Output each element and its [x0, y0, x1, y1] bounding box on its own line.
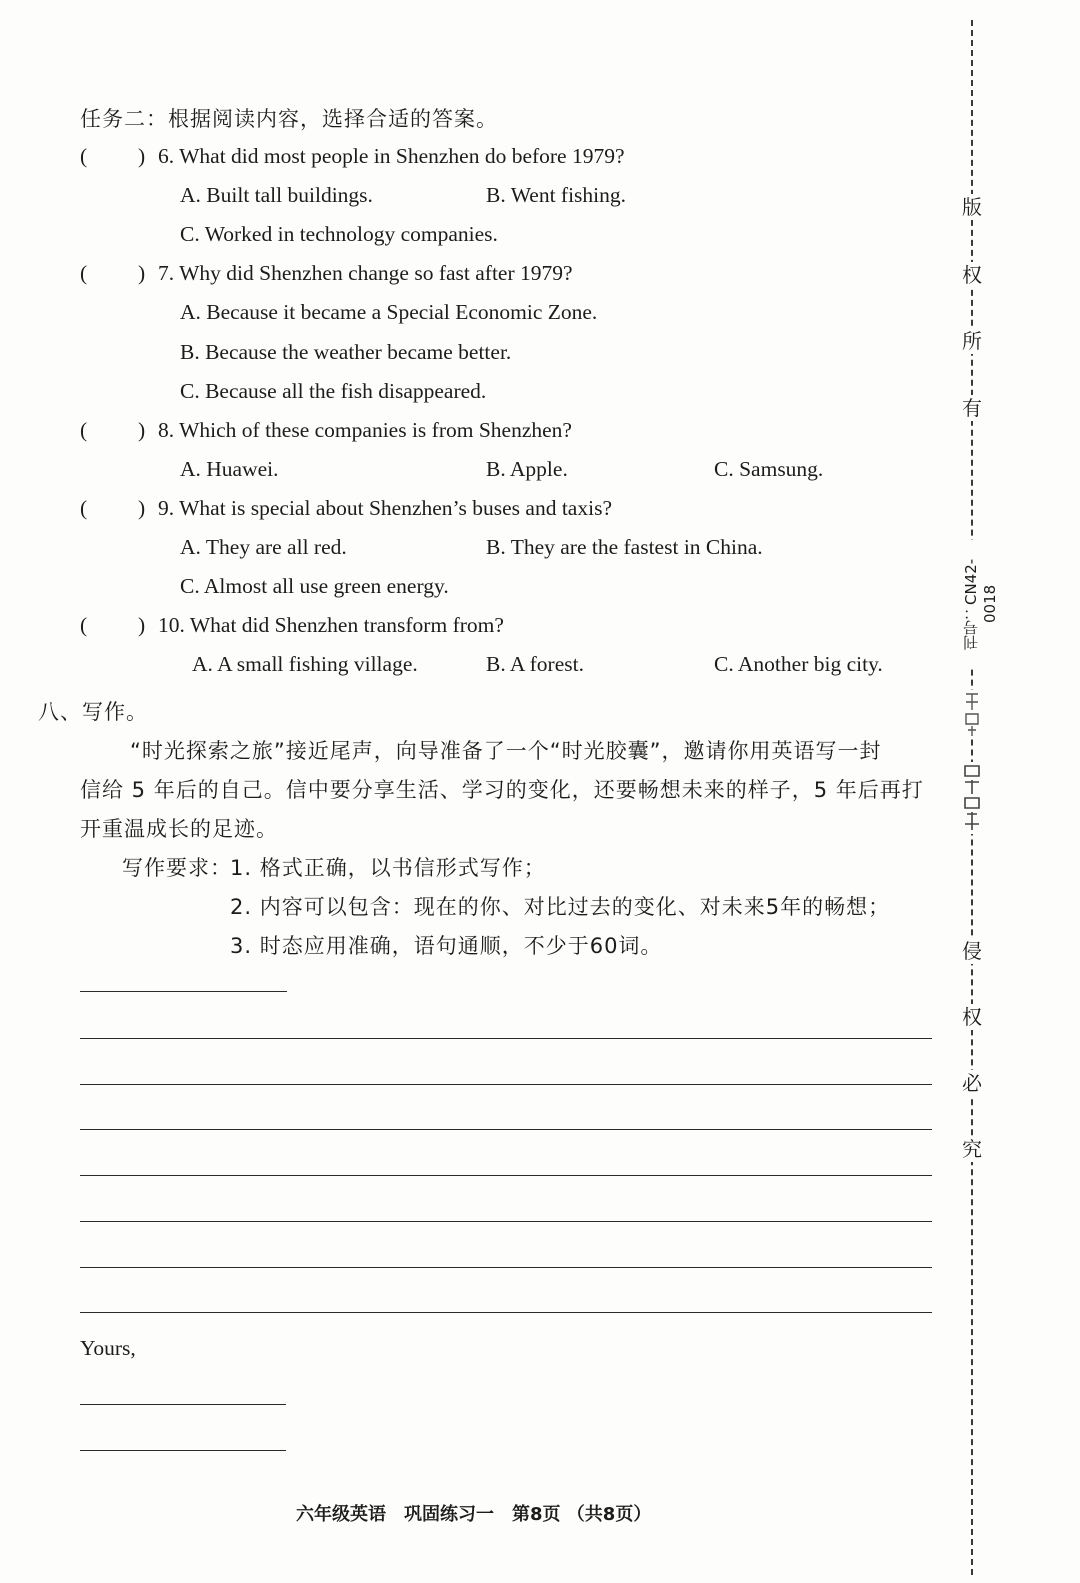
salutation-line[interactable] [80, 991, 287, 992]
question-9-option-b: B. They are the fastest in China. [486, 535, 763, 559]
question-10-option-a: A. A small fishing village. [192, 652, 418, 676]
page-footer: 六年级英语 巩固练习一 第8页 （共8页） [296, 1504, 652, 1525]
writing-prompt-line-2: 信给 5 年后的自己。信中要分享生活、学习的变化，还要畅想未来的样子，5 年后再打 [80, 778, 924, 802]
requirements-label: 写作要求： [122, 856, 232, 880]
question-10-stem: 10. What did Shenzhen transform from? [158, 613, 504, 637]
date-line[interactable] [80, 1450, 286, 1451]
margin-char-3: 所 [962, 329, 982, 353]
writing-prompt-line-3: 开重温成长的足迹。 [80, 817, 278, 841]
answer-paren-open: ( [80, 144, 88, 168]
margin-char-4: 有 [962, 396, 982, 420]
margin-stamp-mark [962, 690, 982, 738]
question-8-stem: 8. Which of these companies is from Shenzhen? [158, 418, 572, 442]
question-8-option-a: A. Huawei. [180, 457, 279, 481]
signature-line[interactable] [80, 1404, 286, 1405]
answer-paren-close: ) [138, 496, 146, 520]
question-6-option-a: A. Built tall buildings. [180, 183, 373, 207]
answer-paren-close: ) [138, 261, 146, 285]
closing-yours: Yours, [80, 1336, 136, 1360]
writing-line[interactable] [80, 1038, 932, 1039]
answer-paren-close: ) [138, 144, 146, 168]
margin-char-2: 权 [962, 263, 982, 287]
question-9-stem: 9. What is special about Shenzhen’s buses and taxis? [158, 496, 612, 520]
question-6-option-b: B. Went fishing. [486, 183, 627, 207]
task2-heading: 任务二：根据阅读内容，选择合适的答案。 [80, 107, 498, 131]
question-7-stem: 7. Why did Shenzhen change so fast after 1979? [158, 261, 573, 285]
writing-line[interactable] [80, 1129, 932, 1130]
question-10-option-b: B. A forest. [486, 652, 584, 676]
question-9-option-c: C. Almost all use green energy. [180, 574, 449, 598]
question-8-option-b: B. Apple. [486, 457, 568, 481]
answer-paren-open: ( [80, 496, 88, 520]
writing-line[interactable] [80, 1175, 932, 1176]
question-7-option-a: A. Because it became a Special Economic Zone. [180, 300, 598, 324]
answer-paren-close: ) [138, 418, 146, 442]
question-8-option-c: C. Samsung. [714, 457, 824, 481]
margin-stamp-mark [962, 762, 982, 834]
answer-paren-close: ) [138, 613, 146, 637]
question-6-option-c: C. Worked in technology companies. [180, 222, 498, 246]
writing-heading: 八、写作。 [38, 700, 148, 724]
question-10-option-c: C. Another big city. [714, 652, 883, 676]
requirement-3: 3. 时态应用准确，语句通顺，不少于60词。 [230, 934, 663, 958]
answer-paren-open: ( [80, 418, 88, 442]
question-6-stem: 6. What did most people in Shenzhen do before 1979? [158, 144, 625, 168]
writing-line[interactable] [80, 1312, 932, 1313]
requirement-1: 1. 格式正确，以书信形式写作； [230, 856, 546, 880]
answer-paren-open: ( [80, 261, 88, 285]
question-7-option-c: C. Because all the fish disappeared. [180, 379, 487, 403]
margin-char-5: 侵 [962, 939, 982, 963]
requirement-2: 2. 内容可以包含：现在的你、对比过去的变化、对未来5年的畅想； [230, 895, 891, 919]
writing-prompt-line-1: “时光探索之旅”接近尾声，向导准备了一个“时光胶囊”，邀请你用英语写一封 [130, 739, 882, 763]
margin-char-6: 权 [962, 1005, 982, 1029]
writing-line[interactable] [80, 1267, 932, 1268]
answer-paren-open: ( [80, 613, 88, 637]
publication-code: 刊号：CN42-0018 [960, 540, 984, 668]
margin-char-1: 版 [962, 195, 982, 219]
margin-char-7: 必 [962, 1071, 982, 1095]
writing-line[interactable] [80, 1084, 932, 1085]
question-9-option-a: A. They are all red. [180, 535, 347, 559]
question-7-option-b: B. Because the weather became better. [180, 340, 512, 364]
margin-char-8: 究 [962, 1137, 982, 1161]
writing-line[interactable] [80, 1221, 932, 1222]
